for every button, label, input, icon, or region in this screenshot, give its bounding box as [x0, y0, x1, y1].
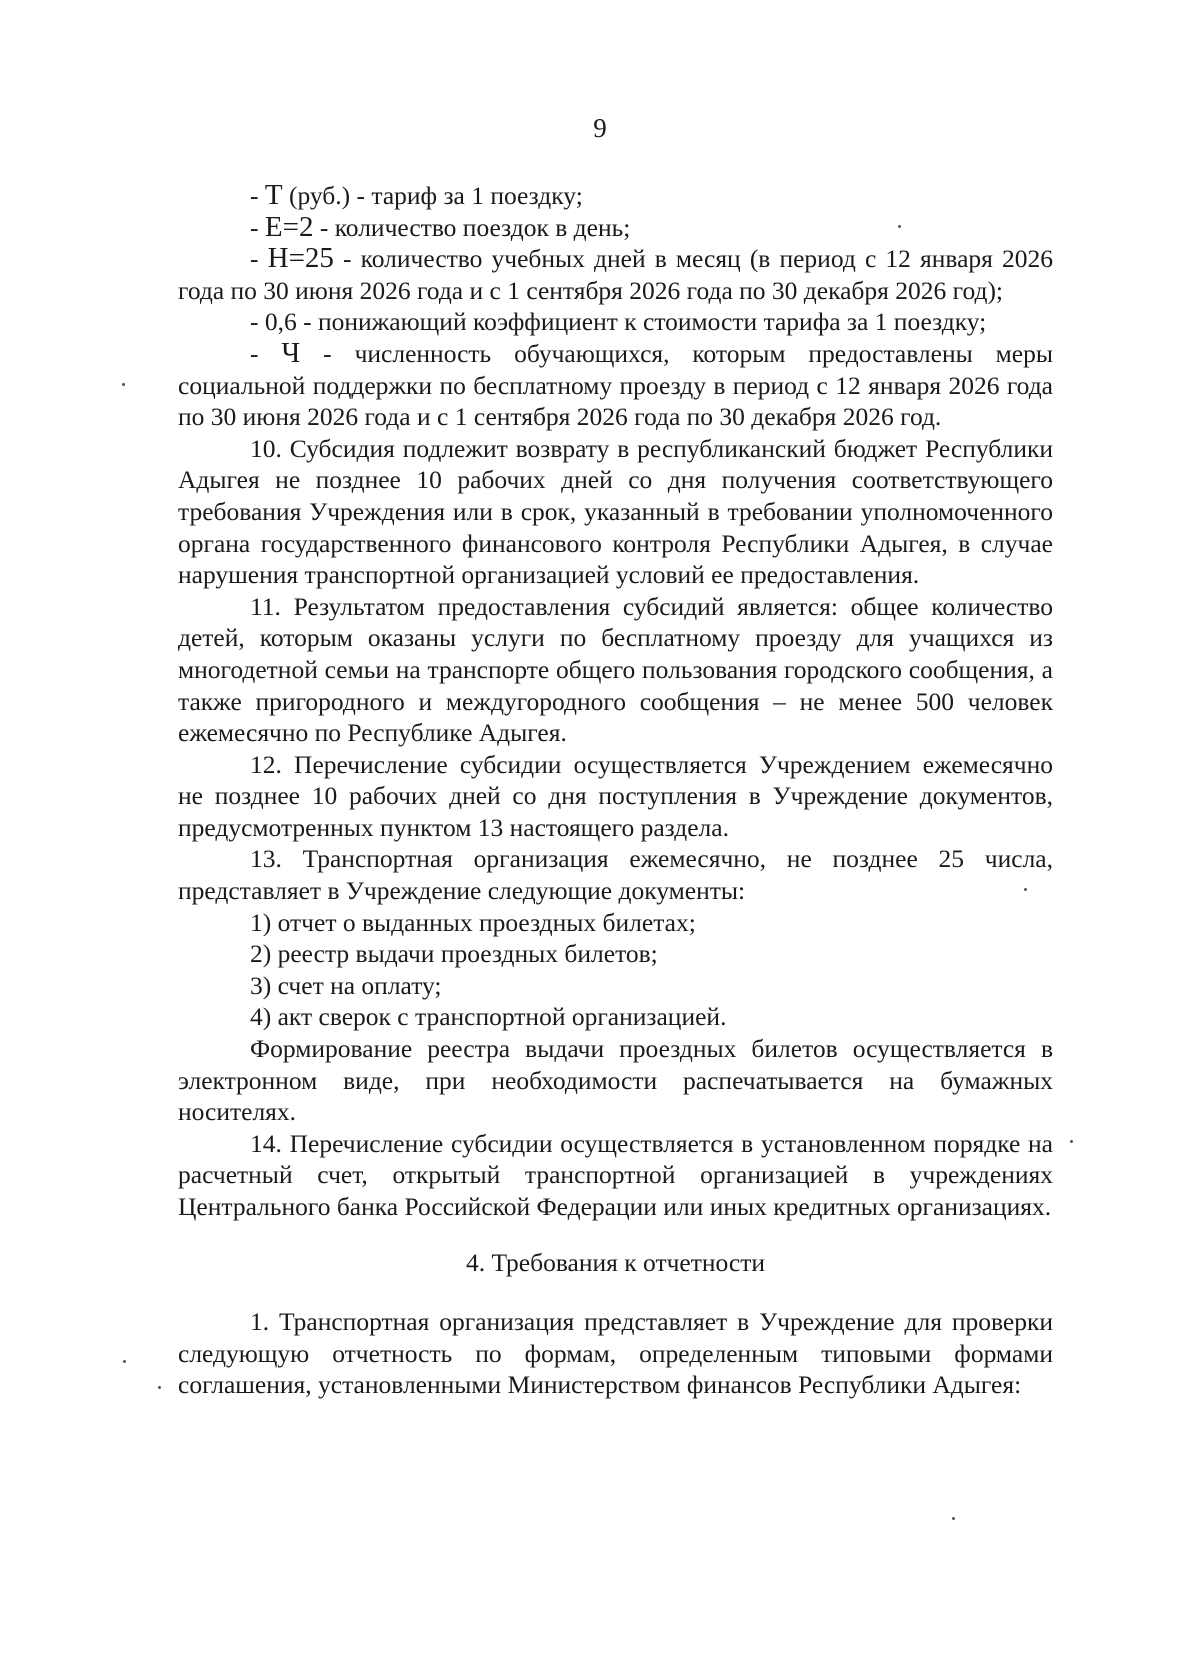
- paragraph-13: 13. Транспортная организация ежемесячно, не позднее 25 числа, представляет в Учреждение следующие документы:: [178, 844, 1053, 906]
- definition-text: (руб.) - тариф за 1 поездку;: [282, 181, 583, 210]
- list-item-invoice: 3) счет на оплату;: [250, 970, 442, 1000]
- variable-h: Н=25: [267, 242, 334, 275]
- variable-ch: Ч: [281, 336, 301, 369]
- paragraph-12: 12. Перечисление субсидии осуществляется Учреждением ежемесячно не позднее 10 рабочих дней со дня поступления в Учреждение документов, предусмотренных пунктом 13 настоящего раздела.: [178, 749, 1053, 842]
- dash-prefix: -: [250, 212, 265, 242]
- scan-speck: [122, 383, 125, 386]
- scan-speck: [1070, 1140, 1073, 1143]
- paragraph-10: 10. Субсидия подлежит возврату в республиканский бюджет Республики Адыгея не позднее 10 рабочих дней со дня получения соответствующего требования Учреждения или в срок, указанный в требовании уполномоченного органа государственного финансового контроля Республики Адыгея, в случае нарушения транспортной организацией условий ее предоставления.: [178, 433, 1053, 590]
- list-item-reconciliation: 4) акт сверок с транспортной организацией.: [250, 1002, 727, 1032]
- dash-prefix: -: [250, 244, 268, 274]
- scan-speck: [158, 1386, 161, 1389]
- scan-speck: [952, 1517, 955, 1520]
- section-4-paragraph-1: 1. Транспортная организация представляет в Учреждение для проверки следующую отчетность по формам, определенным типовыми формами соглашения, установленными Министерством финансов Республики Адыгея:: [178, 1307, 1053, 1400]
- dash-prefix: -: [250, 181, 265, 210]
- document-body: [178, 180, 1053, 1401]
- scan-speck: [898, 225, 901, 228]
- paragraph-14: 14. Перечисление субсидии осуществляется в установленном порядке на расчетный счет, открытый транспортной организацией в учреждениях Центрального банка Российской Федерации или иных кредитных организациях.: [178, 1128, 1053, 1221]
- variable-k: 0,6: [264, 307, 297, 337]
- paragraph-11: 11. Результатом предоставления субсидий является: общее количество детей, которым оказаны услуги по бесплатному проезду для учащихся из многодетной семьи на транспорте общего пользования городского сообщения, а также пригородного и междугородного сообщения – не менее 500 человек ежемесячно по Республике Адыгея.: [178, 591, 1053, 748]
- definition-text: - понижающий коэффициент к стоимости тарифа за 1 поездку;: [296, 307, 987, 337]
- list-item-report: 1) отчет о выданных проездных билетах;: [250, 907, 696, 937]
- page-number: 9: [593, 113, 607, 143]
- scan-speck: [123, 1360, 126, 1363]
- paragraph-school-days: [178, 243, 1053, 306]
- section-title: 4. Требования к отчетности: [465, 1247, 766, 1277]
- list-item-registry: 2) реестр выдачи проездных билетов;: [250, 939, 658, 969]
- definition-text: - количество поездок в день;: [313, 212, 631, 242]
- paragraph-tariff: [178, 180, 1053, 212]
- variable-t: Т: [264, 179, 283, 211]
- paragraph-trips-per-day: [178, 212, 1053, 244]
- variable-e: Е=2: [264, 210, 314, 243]
- dash-prefix: -: [250, 307, 265, 337]
- paragraph-student-count: [178, 338, 1053, 433]
- scan-speck: [1024, 888, 1027, 891]
- definition-text: - количество учебных дней в месяц (в период с 12 января 2026 года по 30 июня 2026 года и с 1 сентября 2026 года по 30 декабря 2026 год);: [178, 244, 1054, 305]
- paragraph-13-note: Формирование реестра выдачи проездных билетов осуществляется в электронном виде, при необходимости распечатывается на бумажных носителях.: [178, 1034, 1053, 1127]
- definition-text: - численность обучающихся, которым предоставлены меры социальной поддержки по бесплатному проезду в период с 12 января 2026 года по 30 июня 2026 года и с 1 сентября 2026 года по 30 декабря 2026 год.: [178, 338, 1053, 432]
- paragraph-coefficient: [178, 306, 1053, 338]
- dash-prefix: -: [250, 338, 282, 368]
